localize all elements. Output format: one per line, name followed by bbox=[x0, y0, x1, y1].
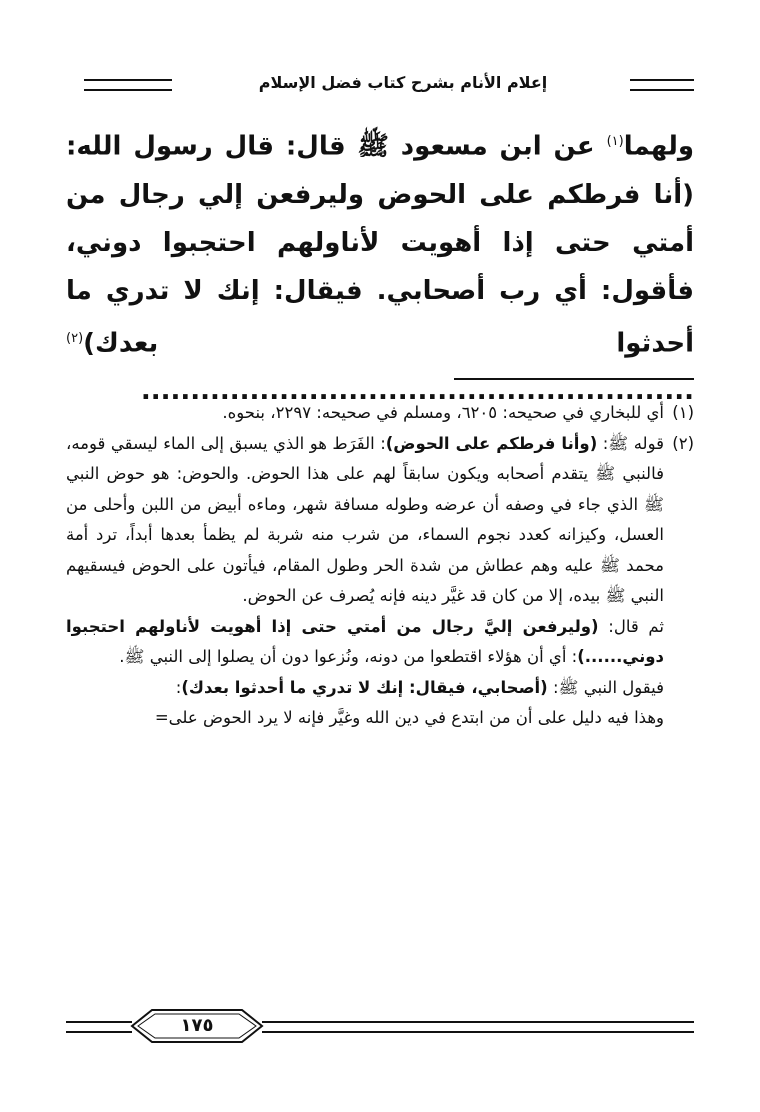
footnote-number: (٢) bbox=[672, 433, 694, 453]
main-text bbox=[66, 118, 694, 415]
text-run: قوله ﷺ: bbox=[597, 433, 664, 453]
hadith-paragraph bbox=[66, 118, 694, 415]
footnote-paragraph bbox=[66, 429, 664, 612]
text-run: : bbox=[175, 677, 182, 697]
footnote-paragraph bbox=[66, 673, 664, 704]
dotted-leader: ........................................................ bbox=[140, 376, 694, 407]
header-rule-left bbox=[84, 79, 172, 91]
text-run: فيقول النبي ﷺ: bbox=[547, 677, 664, 697]
footnote-separator bbox=[454, 378, 694, 380]
footnote-text bbox=[66, 429, 664, 734]
quoted-hadith: (أصحابي، فيقال: إنك لا تدري ما أحدثوا بعدك) bbox=[181, 677, 548, 697]
book-title: إعلام الأنام بشرح كتاب فضل الإسلام bbox=[258, 73, 548, 92]
footnotes bbox=[66, 398, 694, 734]
footnote-number: (١) bbox=[672, 403, 694, 422]
text-run: : الفَرَط هو الذي يسبق إلى الماء ليسقي قومه، فالنبي ﷺ يتقدم أصحابه ويكون سابقاً لهم على هذا الحوض. والحوض: هو حوض النبي ﷺ الذي جاء في وصفه أن عرضه وطوله مسافة شهر، وماءه أبيض من اللبن وأحلى من العسل، وكيزانه كعدد نجوم السماء، من شرب منه شربة لم يظمأ بعدها أبداً، ترد أمة محمد ﷺ عليه وهم عطاش من شدة الحر وطول المقام، فيأتون على الحوض فيسقيهم النبي ﷺ بيده، إلا من كان قد غيَّر دينه فإنه يُصرف عن الحوض. bbox=[66, 433, 664, 605]
quoted-hadith: (وأنا فرطكم على الحوض) bbox=[385, 433, 598, 453]
footnote-2 bbox=[66, 429, 694, 734]
footnote-text: أي للبخاري في صحيحه: ٦٢٠٥، ومسلم في صحيحه: ٢٢٩٧، بنحوه. bbox=[222, 403, 664, 422]
text-run: : أي أن هؤلاء اقتطعوا من دونه، ونُزعوا دون أن يصلوا إلى النبي ﷺ. bbox=[119, 647, 578, 666]
footnote-ref-2: (٢) bbox=[66, 330, 84, 346]
footer-rule-right bbox=[262, 1021, 694, 1033]
footnote-paragraph bbox=[66, 612, 664, 673]
hadith-text: عن ابن مسعود ﷺ قال: قال رسول الله: (أنا فرطكم على الحوض وليرفعن إلي رجال من أمتي حتى إذا أهويت لأناولهم احتجبوا دوني، فأقول: أي رب أصحابي. فيقال: إنك لا تدري ما أحدثوا بعدك) bbox=[66, 131, 694, 359]
page-footer bbox=[66, 1008, 694, 1044]
footnote-ref-1: (١) bbox=[606, 134, 624, 149]
hadith-intro: ولهما bbox=[623, 131, 694, 162]
header-rule-right bbox=[630, 79, 694, 91]
running-header bbox=[84, 72, 694, 94]
page-number: ١٧٥ bbox=[180, 1015, 214, 1036]
quoted-hadith: (وليرفعن إليَّ رجال من أمتي حتى إذا أهويت لأناولهم احتجبوا دوني......) bbox=[66, 616, 664, 666]
text-run: وهذا فيه دليل على أن من ابتدع في دين الله وغيَّر فإنه لا يرد الحوض على= bbox=[154, 708, 664, 727]
footer-rule-left bbox=[66, 1021, 132, 1033]
footnote-1 bbox=[66, 398, 694, 429]
footnote-paragraph bbox=[66, 703, 664, 734]
text-run: ثم قال: bbox=[598, 616, 664, 636]
